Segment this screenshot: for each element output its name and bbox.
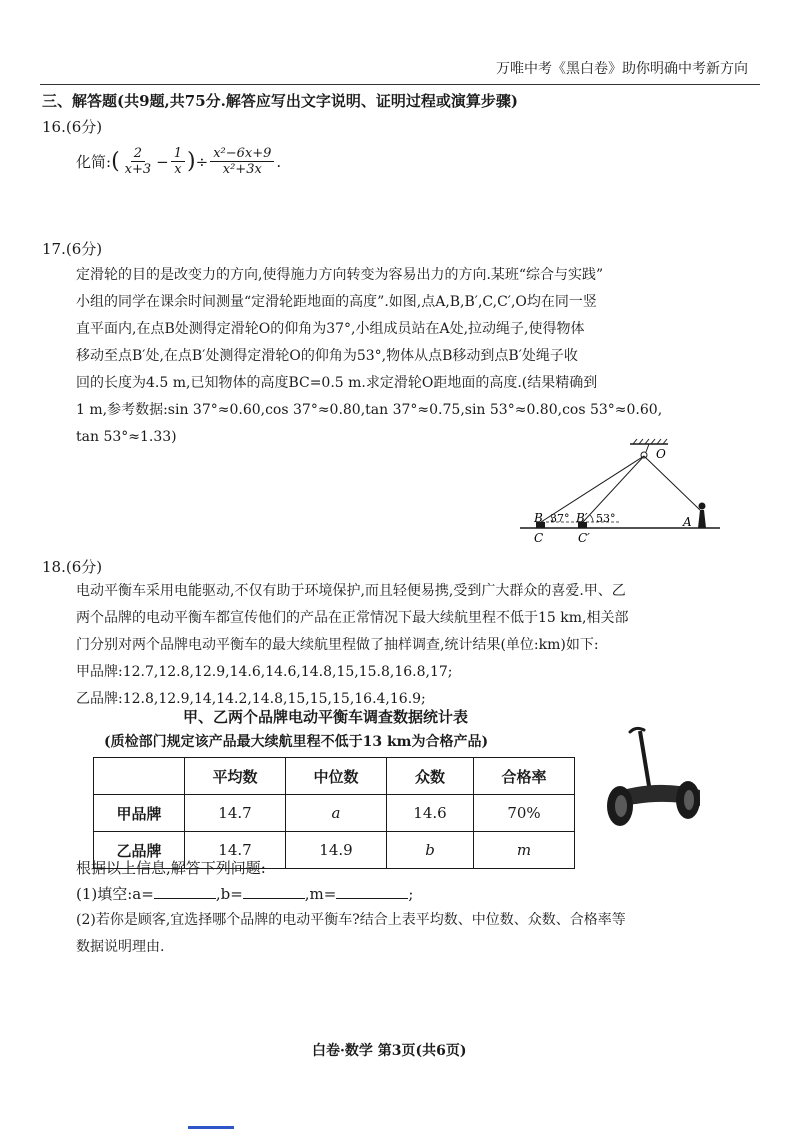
header-divider bbox=[40, 84, 760, 85]
label-a: A bbox=[683, 515, 692, 529]
table-cell: b bbox=[387, 832, 474, 869]
label-c: C bbox=[534, 531, 544, 545]
table-cell: 70% bbox=[474, 795, 575, 832]
table-row bbox=[94, 795, 575, 832]
table-cell: 14.7 bbox=[185, 832, 286, 869]
q18-line: 两个品牌的电动平衡车都宣传他们的产品在正常情况下最大续航里程不低于15 km,相关部 bbox=[76, 610, 629, 626]
angle-arc-53 bbox=[590, 515, 593, 522]
q18-line: 门分别对两个品牌电动平衡车的最大续航里程做了抽样调查,统计结果(单位:km)如下: bbox=[76, 637, 599, 653]
q16-f1-numerator: 2 bbox=[131, 146, 145, 162]
q16-minus: − bbox=[156, 152, 169, 171]
q18-sub1 bbox=[76, 881, 413, 908]
label-angle-53: 53° bbox=[596, 512, 616, 525]
table-cell: 14.6 bbox=[387, 795, 474, 832]
q18-sub1-prefix: (1)填空:a= bbox=[76, 885, 154, 903]
q17-line: 定滑轮的目的是改变力的方向,使得施力方向转变为容易出力的方向.某班“综合与实践” bbox=[76, 267, 604, 283]
answer-blank-b[interactable] bbox=[243, 882, 305, 899]
steering-column bbox=[640, 731, 650, 792]
q17-line: 移动至点B′处,在点B′处测得定滑轮O的仰角为53°,物体从点B移动到点B′处绳子收 bbox=[76, 348, 578, 364]
right-wheel-hub bbox=[684, 790, 694, 810]
q18-line: 电动平衡车采用电能驱动,不仅有助于环境保护,而且轻便易携,受到广大群众的喜爱.甲、乙 bbox=[76, 583, 626, 599]
table-header-cell: 平均数 bbox=[185, 758, 286, 795]
balance-scooter-illustration bbox=[600, 722, 710, 832]
header-slogan: 万唯中考《黑白卷》助你明确中考新方向 bbox=[496, 61, 748, 77]
table-cell-brand: 甲品牌 bbox=[94, 795, 185, 832]
q18-intro bbox=[76, 578, 628, 713]
rope-to-a bbox=[644, 456, 700, 510]
q16-f2-denominator: x bbox=[174, 162, 182, 177]
q18-sub2 bbox=[76, 907, 626, 961]
q16-fraction-3 bbox=[210, 146, 274, 177]
q18-after-table: 根据以上信息,解答下列问题: bbox=[76, 859, 266, 877]
q16-f1-denominator: x+3 bbox=[124, 162, 152, 177]
q17-number: 17.(6分) bbox=[42, 240, 103, 258]
person-body bbox=[698, 510, 706, 528]
q17-line: 小组的同学在课余时间测量“定滑轮距地面的高度”.如图,点A,B,B′,C,C′,O均在同一竖 bbox=[76, 294, 597, 310]
q18-sub1-m-label: ,m= bbox=[304, 885, 337, 903]
q17-line: tan 53°≈1.33) bbox=[76, 429, 177, 445]
q18-brand-b-data: 乙品牌:12.8,12.9,14,14.2,14.8,15,15,15,16.4,16.9; bbox=[76, 691, 426, 707]
label-angle-37: 37° bbox=[550, 512, 570, 525]
table-cell: 14.9 bbox=[286, 832, 387, 869]
q18-stats-table bbox=[93, 757, 575, 869]
person-head bbox=[699, 503, 706, 510]
table-cell: 14.7 bbox=[185, 795, 286, 832]
q18-sub1-end: ; bbox=[408, 885, 414, 903]
q17-line: 回的长度为4.5 m,已知物体的高度BC=0.5 m.求定滑轮O距地面的高度.(结果精确到 bbox=[76, 375, 598, 391]
label-o: O bbox=[656, 447, 666, 461]
q16-fraction-1 bbox=[122, 146, 155, 177]
q16-f3-denominator: x²+3x bbox=[222, 162, 262, 177]
page-footer: 白卷·数学 第3页(共6页) bbox=[312, 1043, 467, 1059]
q16-f3-numerator: x²−6x+9 bbox=[210, 146, 274, 162]
q16-end-period: . bbox=[276, 152, 282, 171]
section-title: 三、解答题(共9题,共75分.解答应写出文字说明、证明过程或演算步骤) bbox=[42, 92, 518, 110]
q16-f2-numerator: 1 bbox=[171, 146, 185, 162]
table-cell: a bbox=[286, 795, 387, 832]
table-header-row bbox=[94, 758, 575, 795]
label-b-prime: B′ bbox=[576, 511, 588, 525]
scan-mark bbox=[188, 1126, 234, 1129]
q17-line: 1 m,参考数据:sin 37°≈0.60,cos 37°≈0.80,tan 37°≈0.75,sin 53°≈0.80,cos 53°≈0.60, bbox=[76, 402, 663, 418]
q17-line: 直平面内,在点B处测得定滑轮O的仰角为37°,小组成员站在A处,拉动绳子,使得物体 bbox=[76, 321, 585, 337]
answer-blank-a[interactable] bbox=[154, 882, 216, 899]
q18-sub2-line: (2)若你是顾客,宜选择哪个品牌的电动平衡车?结合上表平均数、中位数、众数、合格率等 bbox=[76, 912, 626, 928]
q16-divide: ÷ bbox=[195, 152, 209, 171]
q18-table-subtitle: (质检部门规定该产品最大续航里程不低于13 km为合格产品) bbox=[104, 734, 489, 750]
q16-prompt: 化简: bbox=[76, 152, 112, 171]
q16-expression bbox=[76, 146, 281, 177]
q18-table-title: 甲、乙两个品牌电动平衡车调查数据统计表 bbox=[183, 708, 469, 726]
q18-sub1-b-label: ,b= bbox=[215, 885, 243, 903]
q17-body bbox=[76, 262, 756, 451]
label-c-prime: C′ bbox=[578, 531, 590, 545]
table-header-cell: 合格率 bbox=[474, 758, 575, 795]
pulley-figure bbox=[520, 436, 720, 546]
table-header-cell: 众数 bbox=[387, 758, 474, 795]
table-cell: m bbox=[474, 832, 575, 869]
label-b: B bbox=[534, 511, 543, 525]
table-cell-brand: 乙品牌 bbox=[94, 832, 185, 869]
q16-paren-open: ( bbox=[111, 148, 120, 174]
q18-brand-a-data: 甲品牌:12.7,12.8,12.9,14.6,14.6,14.8,15,15.8,16.8,17; bbox=[76, 664, 453, 680]
q18-number: 18.(6分) bbox=[42, 558, 103, 576]
table-header-cell: 中位数 bbox=[286, 758, 387, 795]
q16-paren-close: ) bbox=[187, 148, 196, 174]
q18-sub2-line: 数据说明理由. bbox=[76, 939, 165, 955]
left-wheel-hub bbox=[615, 795, 627, 817]
q16-number: 16.(6分) bbox=[42, 118, 103, 136]
answer-blank-m[interactable] bbox=[336, 882, 408, 899]
pulley-hanger bbox=[646, 444, 649, 452]
q16-fraction-2 bbox=[171, 146, 185, 177]
table-header-cell bbox=[94, 758, 185, 795]
